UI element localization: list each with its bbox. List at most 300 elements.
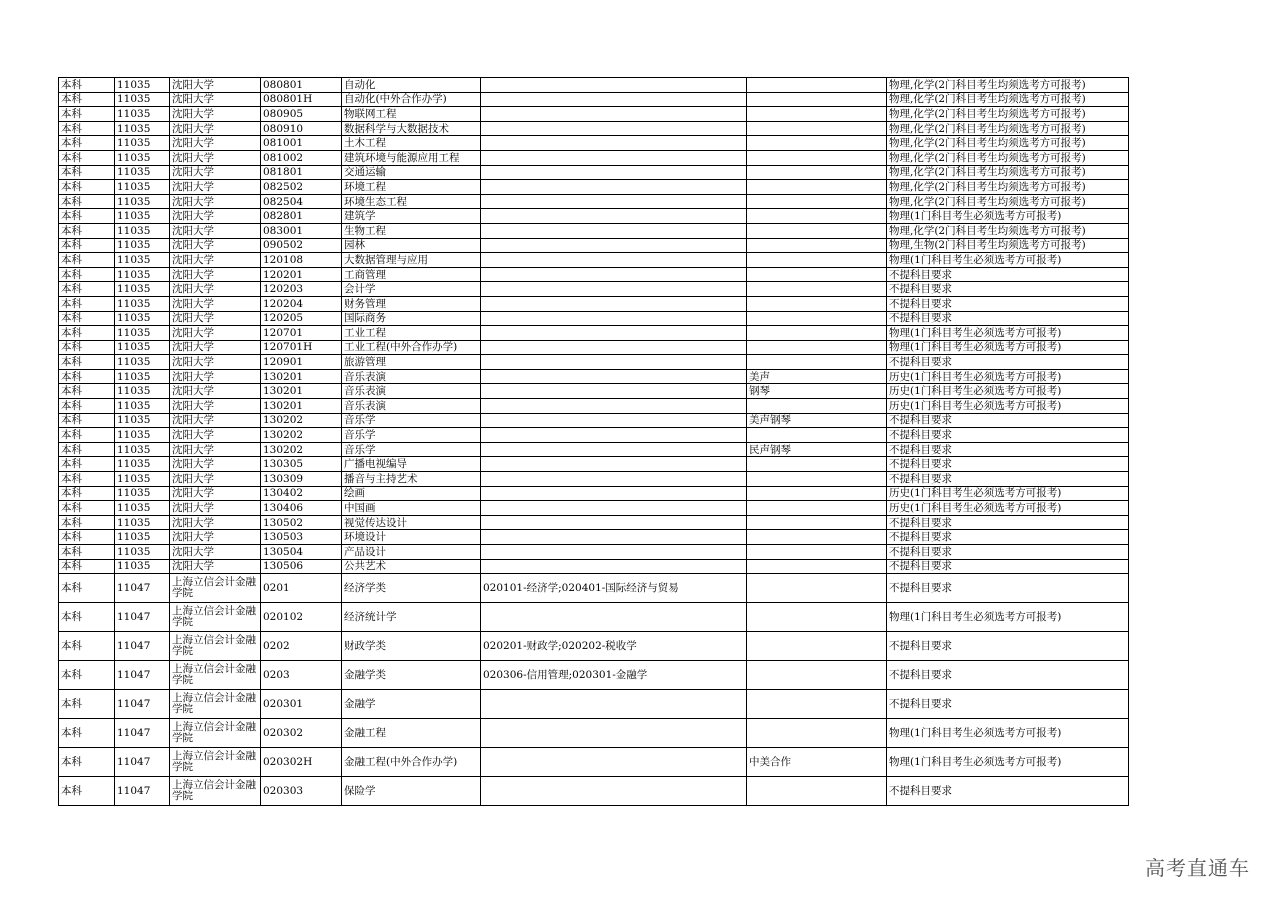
- remark-cell: [747, 136, 887, 151]
- included-majors-cell: [481, 472, 747, 487]
- level-cell: 本科: [59, 92, 115, 107]
- major-name-cell: 音乐学: [342, 428, 481, 443]
- school-code-cell: 11035: [115, 384, 170, 399]
- included-majors-cell: [481, 326, 747, 341]
- requirement-cell: 物理,化学(2门科目考生均须选考方可报考): [887, 92, 1129, 107]
- level-cell: 本科: [59, 413, 115, 428]
- school-code-cell: 11047: [115, 661, 170, 690]
- subject-requirements-table: [58, 77, 1129, 806]
- level-cell: 本科: [59, 369, 115, 384]
- remark-cell: 美声: [747, 369, 887, 384]
- table-row: [59, 661, 1129, 690]
- remark-cell: [747, 355, 887, 370]
- school-code-cell: 11035: [115, 296, 170, 311]
- school-name-cell: 沈阳大学: [170, 180, 261, 195]
- level-cell: 本科: [59, 515, 115, 530]
- requirement-cell: 不提科目要求: [887, 530, 1129, 545]
- school-code-cell: 11047: [115, 748, 170, 777]
- remark-cell: [747, 574, 887, 603]
- school-name-cell: 上海立信会计金融学院: [170, 574, 261, 603]
- requirement-cell: 不提科目要求: [887, 545, 1129, 560]
- table-row: [59, 442, 1129, 457]
- school-code-cell: 11035: [115, 180, 170, 195]
- school-code-cell: 11047: [115, 690, 170, 719]
- school-name-cell: 沈阳大学: [170, 413, 261, 428]
- level-cell: 本科: [59, 180, 115, 195]
- level-cell: 本科: [59, 632, 115, 661]
- included-majors-cell: [481, 150, 747, 165]
- table-row: [59, 574, 1129, 603]
- level-cell: 本科: [59, 428, 115, 443]
- remark-cell: [747, 267, 887, 282]
- major-code-cell: 090502: [261, 238, 342, 253]
- school-code-cell: 11035: [115, 136, 170, 151]
- remark-cell: [747, 559, 887, 574]
- school-code-cell: 11035: [115, 326, 170, 341]
- remark-cell: [747, 194, 887, 209]
- school-name-cell: 沈阳大学: [170, 194, 261, 209]
- major-name-cell: 金融工程: [342, 719, 481, 748]
- level-cell: 本科: [59, 165, 115, 180]
- included-majors-cell: [481, 457, 747, 472]
- school-code-cell: 11035: [115, 150, 170, 165]
- major-name-cell: 经济统计学: [342, 603, 481, 632]
- included-majors-cell: [481, 777, 747, 806]
- major-name-cell: 公共艺术: [342, 559, 481, 574]
- included-majors-cell: [481, 369, 747, 384]
- major-code-cell: 120701H: [261, 340, 342, 355]
- major-code-cell: 081002: [261, 150, 342, 165]
- major-name-cell: 广播电视编导: [342, 457, 481, 472]
- remark-cell: [747, 223, 887, 238]
- table-row: [59, 180, 1129, 195]
- table-row: [59, 209, 1129, 224]
- major-code-cell: 130506: [261, 559, 342, 574]
- school-code-cell: 11035: [115, 282, 170, 297]
- level-cell: 本科: [59, 457, 115, 472]
- school-name-cell: 沈阳大学: [170, 165, 261, 180]
- major-name-cell: 产品设计: [342, 545, 481, 560]
- major-name-cell: 环境设计: [342, 530, 481, 545]
- remark-cell: [747, 238, 887, 253]
- major-name-cell: 工业工程(中外合作办学): [342, 340, 481, 355]
- school-name-cell: 沈阳大学: [170, 515, 261, 530]
- requirement-cell: 物理(1门科目考生必须选考方可报考): [887, 719, 1129, 748]
- school-name-cell: 沈阳大学: [170, 107, 261, 122]
- major-code-cell: 130201: [261, 399, 342, 414]
- school-code-cell: 11035: [115, 253, 170, 268]
- table-row: [59, 399, 1129, 414]
- included-majors-cell: [481, 223, 747, 238]
- level-cell: 本科: [59, 574, 115, 603]
- requirement-cell: 历史(1门科目考生必须选考方可报考): [887, 501, 1129, 516]
- major-name-cell: 金融学: [342, 690, 481, 719]
- table-row: [59, 282, 1129, 297]
- school-code-cell: 11047: [115, 632, 170, 661]
- table-row: [59, 165, 1129, 180]
- remark-cell: [747, 399, 887, 414]
- school-code-cell: 11035: [115, 559, 170, 574]
- requirement-cell: 物理,生物(2门科目考生均须选考方可报考): [887, 238, 1129, 253]
- major-code-cell: 080801H: [261, 92, 342, 107]
- table-row: [59, 719, 1129, 748]
- school-name-cell: 沈阳大学: [170, 150, 261, 165]
- included-majors-cell: [481, 399, 747, 414]
- major-code-cell: 130202: [261, 442, 342, 457]
- table-body: [59, 78, 1129, 806]
- major-name-cell: 国际商务: [342, 311, 481, 326]
- major-code-cell: 120901: [261, 355, 342, 370]
- remark-cell: [747, 296, 887, 311]
- remark-cell: [747, 107, 887, 122]
- major-code-cell: 020302H: [261, 748, 342, 777]
- school-code-cell: 11035: [115, 165, 170, 180]
- remark-cell: [747, 92, 887, 107]
- school-name-cell: 沈阳大学: [170, 311, 261, 326]
- major-name-cell: 物联网工程: [342, 107, 481, 122]
- included-majors-cell: [481, 486, 747, 501]
- remark-cell: [747, 78, 887, 93]
- table-row: [59, 355, 1129, 370]
- remark-cell: [747, 632, 887, 661]
- table-row: [59, 369, 1129, 384]
- school-code-cell: 11035: [115, 355, 170, 370]
- school-code-cell: 11035: [115, 472, 170, 487]
- school-name-cell: 沈阳大学: [170, 472, 261, 487]
- school-code-cell: 11047: [115, 603, 170, 632]
- school-name-cell: 沈阳大学: [170, 78, 261, 93]
- included-majors-cell: [481, 545, 747, 560]
- level-cell: 本科: [59, 78, 115, 93]
- remark-cell: [747, 719, 887, 748]
- included-majors-cell: [481, 355, 747, 370]
- school-name-cell: 上海立信会计金融学院: [170, 632, 261, 661]
- table-row: [59, 632, 1129, 661]
- school-code-cell: 11035: [115, 223, 170, 238]
- school-name-cell: 沈阳大学: [170, 121, 261, 136]
- table-row: [59, 296, 1129, 311]
- major-code-cell: 082504: [261, 194, 342, 209]
- included-majors-cell: 020201-财政学;020202-税收学: [481, 632, 747, 661]
- school-name-cell: 沈阳大学: [170, 501, 261, 516]
- level-cell: 本科: [59, 267, 115, 282]
- school-code-cell: 11035: [115, 428, 170, 443]
- table-row: [59, 457, 1129, 472]
- table-row: [59, 267, 1129, 282]
- table-row: [59, 223, 1129, 238]
- school-name-cell: 上海立信会计金融学院: [170, 777, 261, 806]
- level-cell: 本科: [59, 399, 115, 414]
- requirement-cell: 物理(1门科目考生必须选考方可报考): [887, 603, 1129, 632]
- school-name-cell: 沈阳大学: [170, 296, 261, 311]
- school-name-cell: 沈阳大学: [170, 355, 261, 370]
- level-cell: 本科: [59, 690, 115, 719]
- major-code-cell: 082801: [261, 209, 342, 224]
- school-code-cell: 11035: [115, 78, 170, 93]
- major-code-cell: 080910: [261, 121, 342, 136]
- level-cell: 本科: [59, 777, 115, 806]
- table-row: [59, 603, 1129, 632]
- major-name-cell: 交通运输: [342, 165, 481, 180]
- remark-cell: [747, 457, 887, 472]
- requirement-cell: 不提科目要求: [887, 355, 1129, 370]
- requirement-cell: 不提科目要求: [887, 515, 1129, 530]
- major-code-cell: 130504: [261, 545, 342, 560]
- school-code-cell: 11035: [115, 530, 170, 545]
- level-cell: 本科: [59, 209, 115, 224]
- included-majors-cell: [481, 719, 747, 748]
- school-name-cell: 沈阳大学: [170, 136, 261, 151]
- table-row: [59, 253, 1129, 268]
- level-cell: 本科: [59, 121, 115, 136]
- requirement-cell: 不提科目要求: [887, 632, 1129, 661]
- included-majors-cell: [481, 296, 747, 311]
- remark-cell: [747, 501, 887, 516]
- school-name-cell: 沈阳大学: [170, 369, 261, 384]
- level-cell: 本科: [59, 486, 115, 501]
- included-majors-cell: [481, 238, 747, 253]
- major-name-cell: 绘画: [342, 486, 481, 501]
- school-code-cell: 11035: [115, 194, 170, 209]
- school-code-cell: 11035: [115, 545, 170, 560]
- major-code-cell: 130309: [261, 472, 342, 487]
- remark-cell: [747, 545, 887, 560]
- requirement-cell: 物理,化学(2门科目考生均须选考方可报考): [887, 136, 1129, 151]
- table-row: [59, 777, 1129, 806]
- major-code-cell: 081801: [261, 165, 342, 180]
- major-code-cell: 020302: [261, 719, 342, 748]
- remark-cell: [747, 340, 887, 355]
- major-code-cell: 120203: [261, 282, 342, 297]
- table-row: [59, 486, 1129, 501]
- table-row: [59, 311, 1129, 326]
- requirement-cell: 不提科目要求: [887, 428, 1129, 443]
- level-cell: 本科: [59, 296, 115, 311]
- requirement-cell: 不提科目要求: [887, 267, 1129, 282]
- school-name-cell: 沈阳大学: [170, 92, 261, 107]
- requirement-cell: 不提科目要求: [887, 690, 1129, 719]
- remark-cell: [747, 282, 887, 297]
- school-name-cell: 沈阳大学: [170, 545, 261, 560]
- remark-cell: [747, 515, 887, 530]
- requirement-cell: 不提科目要求: [887, 777, 1129, 806]
- level-cell: 本科: [59, 661, 115, 690]
- requirement-cell: 不提科目要求: [887, 296, 1129, 311]
- level-cell: 本科: [59, 355, 115, 370]
- major-code-cell: 0202: [261, 632, 342, 661]
- requirement-cell: 物理(1门科目考生必须选考方可报考): [887, 253, 1129, 268]
- table-row: [59, 501, 1129, 516]
- table-row: [59, 194, 1129, 209]
- major-name-cell: 工商管理: [342, 267, 481, 282]
- major-name-cell: 环境工程: [342, 180, 481, 195]
- included-majors-cell: [481, 267, 747, 282]
- included-majors-cell: [481, 121, 747, 136]
- requirement-cell: 物理,化学(2门科目考生均须选考方可报考): [887, 121, 1129, 136]
- table-row: [59, 121, 1129, 136]
- included-majors-cell: [481, 136, 747, 151]
- school-code-cell: 11035: [115, 369, 170, 384]
- school-code-cell: 11035: [115, 486, 170, 501]
- school-name-cell: 沈阳大学: [170, 326, 261, 341]
- included-majors-cell: [481, 413, 747, 428]
- remark-cell: 美声钢琴: [747, 413, 887, 428]
- level-cell: 本科: [59, 545, 115, 560]
- requirement-cell: 不提科目要求: [887, 661, 1129, 690]
- table-row: [59, 413, 1129, 428]
- major-name-cell: 旅游管理: [342, 355, 481, 370]
- major-name-cell: 音乐表演: [342, 369, 481, 384]
- level-cell: 本科: [59, 501, 115, 516]
- remark-cell: [747, 165, 887, 180]
- table-row: [59, 530, 1129, 545]
- school-name-cell: 沈阳大学: [170, 340, 261, 355]
- school-name-cell: 沈阳大学: [170, 442, 261, 457]
- major-name-cell: 大数据管理与应用: [342, 253, 481, 268]
- school-code-cell: 11035: [115, 442, 170, 457]
- table-row: [59, 690, 1129, 719]
- remark-cell: [747, 311, 887, 326]
- major-code-cell: 120205: [261, 311, 342, 326]
- included-majors-cell: [481, 501, 747, 516]
- requirement-cell: 物理,化学(2门科目考生均须选考方可报考): [887, 180, 1129, 195]
- school-name-cell: 沈阳大学: [170, 530, 261, 545]
- remark-cell: [747, 472, 887, 487]
- major-name-cell: 视觉传达设计: [342, 515, 481, 530]
- major-code-cell: 130202: [261, 413, 342, 428]
- major-name-cell: 播音与主持艺术: [342, 472, 481, 487]
- included-majors-cell: [481, 603, 747, 632]
- remark-cell: [747, 121, 887, 136]
- level-cell: 本科: [59, 311, 115, 326]
- major-code-cell: 0201: [261, 574, 342, 603]
- level-cell: 本科: [59, 223, 115, 238]
- major-code-cell: 120701: [261, 326, 342, 341]
- remark-cell: [747, 690, 887, 719]
- requirement-cell: 历史(1门科目考生必须选考方可报考): [887, 384, 1129, 399]
- major-name-cell: 财务管理: [342, 296, 481, 311]
- major-code-cell: 080801: [261, 78, 342, 93]
- table-row: [59, 238, 1129, 253]
- major-name-cell: 自动化(中外合作办学): [342, 92, 481, 107]
- included-majors-cell: [481, 78, 747, 93]
- school-code-cell: 11035: [115, 457, 170, 472]
- table-row: [59, 545, 1129, 560]
- level-cell: 本科: [59, 472, 115, 487]
- school-code-cell: 11035: [115, 311, 170, 326]
- level-cell: 本科: [59, 340, 115, 355]
- major-code-cell: 020303: [261, 777, 342, 806]
- requirement-cell: 物理,化学(2门科目考生均须选考方可报考): [887, 78, 1129, 93]
- school-code-cell: 11047: [115, 574, 170, 603]
- level-cell: 本科: [59, 150, 115, 165]
- major-code-cell: 120204: [261, 296, 342, 311]
- remark-cell: 中美合作: [747, 748, 887, 777]
- major-name-cell: 财政学类: [342, 632, 481, 661]
- included-majors-cell: [481, 107, 747, 122]
- requirement-cell: 物理,化学(2门科目考生均须选考方可报考): [887, 194, 1129, 209]
- school-name-cell: 上海立信会计金融学院: [170, 719, 261, 748]
- table-row: [59, 92, 1129, 107]
- major-code-cell: 082502: [261, 180, 342, 195]
- major-name-cell: 环境生态工程: [342, 194, 481, 209]
- school-name-cell: 沈阳大学: [170, 223, 261, 238]
- included-majors-cell: [481, 311, 747, 326]
- major-code-cell: 120108: [261, 253, 342, 268]
- school-code-cell: 11035: [115, 107, 170, 122]
- included-majors-cell: 020101-经济学;020401-国际经济与贸易: [481, 574, 747, 603]
- included-majors-cell: [481, 428, 747, 443]
- major-name-cell: 生物工程: [342, 223, 481, 238]
- remark-cell: [747, 209, 887, 224]
- school-code-cell: 11035: [115, 92, 170, 107]
- level-cell: 本科: [59, 748, 115, 777]
- level-cell: 本科: [59, 238, 115, 253]
- major-name-cell: 自动化: [342, 78, 481, 93]
- school-name-cell: 沈阳大学: [170, 267, 261, 282]
- level-cell: 本科: [59, 326, 115, 341]
- requirement-cell: 不提科目要求: [887, 559, 1129, 574]
- requirement-cell: 不提科目要求: [887, 311, 1129, 326]
- major-code-cell: 130202: [261, 428, 342, 443]
- included-majors-cell: [481, 748, 747, 777]
- remark-cell: [747, 603, 887, 632]
- table-row: [59, 428, 1129, 443]
- level-cell: 本科: [59, 136, 115, 151]
- included-majors-cell: [481, 92, 747, 107]
- school-code-cell: 11035: [115, 238, 170, 253]
- included-majors-cell: [481, 559, 747, 574]
- school-name-cell: 沈阳大学: [170, 486, 261, 501]
- level-cell: 本科: [59, 282, 115, 297]
- major-code-cell: 083001: [261, 223, 342, 238]
- school-name-cell: 上海立信会计金融学院: [170, 748, 261, 777]
- requirement-cell: 物理,化学(2门科目考生均须选考方可报考): [887, 223, 1129, 238]
- major-code-cell: 130201: [261, 369, 342, 384]
- school-code-cell: 11047: [115, 777, 170, 806]
- remark-cell: [747, 150, 887, 165]
- included-majors-cell: [481, 180, 747, 195]
- table-row: [59, 340, 1129, 355]
- included-majors-cell: [481, 282, 747, 297]
- school-name-cell: 沈阳大学: [170, 253, 261, 268]
- remark-cell: [747, 428, 887, 443]
- included-majors-cell: [481, 165, 747, 180]
- major-code-cell: 080905: [261, 107, 342, 122]
- school-name-cell: 沈阳大学: [170, 384, 261, 399]
- school-name-cell: 沈阳大学: [170, 399, 261, 414]
- major-code-cell: 130402: [261, 486, 342, 501]
- remark-cell: [747, 253, 887, 268]
- remark-cell: 钢琴: [747, 384, 887, 399]
- included-majors-cell: [481, 253, 747, 268]
- school-name-cell: 沈阳大学: [170, 428, 261, 443]
- major-name-cell: 音乐学: [342, 442, 481, 457]
- school-code-cell: 11035: [115, 399, 170, 414]
- major-name-cell: 土木工程: [342, 136, 481, 151]
- included-majors-cell: [481, 442, 747, 457]
- remark-cell: [747, 180, 887, 195]
- major-name-cell: 工业工程: [342, 326, 481, 341]
- requirement-cell: 不提科目要求: [887, 413, 1129, 428]
- major-name-cell: 建筑学: [342, 209, 481, 224]
- major-code-cell: 130201: [261, 384, 342, 399]
- requirement-cell: 物理,化学(2门科目考生均须选考方可报考): [887, 150, 1129, 165]
- remark-cell: [747, 486, 887, 501]
- major-name-cell: 保险学: [342, 777, 481, 806]
- school-name-cell: 沈阳大学: [170, 209, 261, 224]
- requirement-cell: 物理,化学(2门科目考生均须选考方可报考): [887, 165, 1129, 180]
